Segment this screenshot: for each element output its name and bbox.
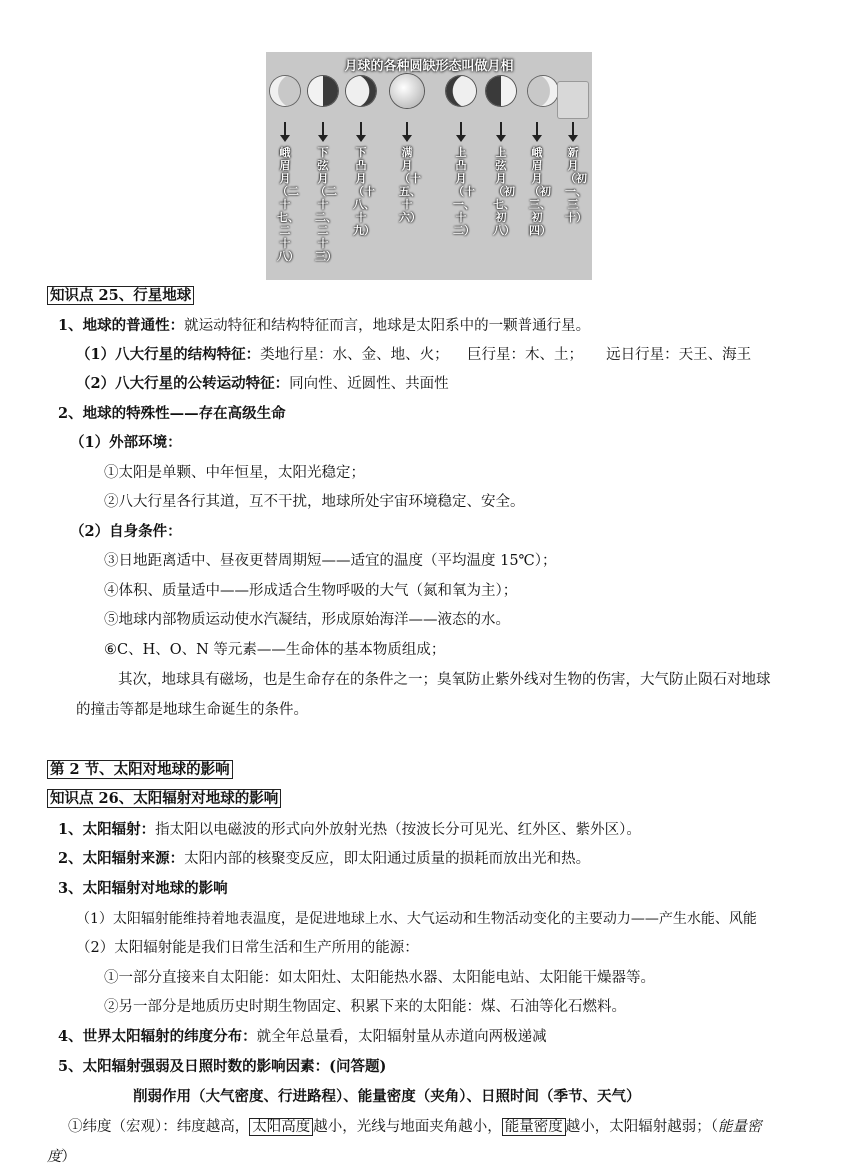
boxed-term: 能量密度 xyxy=(502,1118,566,1136)
phase-label: 满月（十五、十六） xyxy=(399,146,421,224)
phase-label: 峨眉月（初三、初四） xyxy=(529,146,551,237)
arrow-icon xyxy=(572,122,574,136)
list-item: ③日地距离适中、昼夜更替周期短——适宜的温度（平均温度 15℃）； xyxy=(104,553,557,569)
arrow-icon xyxy=(322,122,324,136)
phase-label: 上凸月（十一、十二） xyxy=(453,146,475,237)
arrow-icon xyxy=(500,122,502,136)
list-item: ⑥C、H、O、N 等元素——生命体的基本物质组成； xyxy=(104,642,446,658)
paragraph: 1、地球的普通性：就运动特征和结构特征而言，地球是太阳系中的一颗普通行星。 xyxy=(58,317,591,334)
phase-label: 峨眉月（二十七、二十八） xyxy=(277,146,299,263)
subheading: 2、地球的特殊性——存在高级生命 xyxy=(58,405,286,422)
waning-gibbous-moon-icon xyxy=(346,76,376,106)
phase-label: 下弦月（二十二、二十三） xyxy=(315,146,337,263)
paragraph: ①纬度（宏观）：纬度越高， 太阳高度 越小，光线与地面夹角越小， 能量密度 越小，太阳辐射越弱；（能量密 xyxy=(68,1119,762,1135)
list-item: ①一部分直接来自太阳能：如太阳灶、太阳能热水器、太阳能电站、太阳能干燥器等。 xyxy=(104,970,655,986)
subheading: 3、太阳辐射对地球的影响 xyxy=(58,880,228,897)
paragraph: （1）八大行星的结构特征：类地行星：水、金、地、火； 巨行星：木、土； 远日行星：天王、海王 xyxy=(76,346,752,363)
waxing-gibbous-moon-icon xyxy=(446,76,476,106)
paragraph: 度） xyxy=(47,1149,76,1165)
arrow-icon xyxy=(460,122,462,136)
subheading: 5、太阳辐射强弱及日照时数的影响因素：(问答题) xyxy=(58,1058,387,1075)
list-item: ①太阳是单颗、中年恒星，太阳光稳定； xyxy=(104,465,365,481)
arrow-icon xyxy=(284,122,286,136)
arrow-icon xyxy=(406,122,408,136)
full-moon-icon xyxy=(390,74,424,108)
phase-label: 下凸月（十八、十九） xyxy=(353,146,375,237)
list-item: ④体积、质量适中——形成适合生物呼吸的大气（氮和氧为主）； xyxy=(104,583,518,599)
figure-title: 月球的各种圆缺形态叫做月相 xyxy=(344,59,514,74)
chapter-heading: 第 2 节、太阳对地球的影响 xyxy=(47,760,233,779)
waning-crescent-moon-icon xyxy=(270,76,300,106)
section-heading: 知识点 26、太阳辐射对地球的影响 xyxy=(47,789,281,808)
paragraph: 削弱作用（大气密度、行进路程）、能量密度（夹角）、日照时间（季节、天气） xyxy=(133,1088,641,1105)
list-item: ⑤地球内部物质运动使水汽凝结，形成原始海洋——液态的水。 xyxy=(104,612,510,628)
waxing-crescent-moon-icon xyxy=(528,76,558,106)
subheading: （2）自身条件： xyxy=(70,523,182,540)
new-moon-icon xyxy=(558,82,588,118)
list-item: ②另一部分是地质历史时期生物固定、积累下来的太阳能：煤、石油等化石燃料。 xyxy=(104,999,626,1015)
phase-label: 上弦月（初七、初八） xyxy=(493,146,515,237)
paragraph: （2）太阳辐射能是我们日常生活和生产所用的能源： xyxy=(76,940,419,956)
last-quarter-moon-icon xyxy=(308,76,338,106)
boxed-term: 太阳高度 xyxy=(249,1118,313,1136)
first-quarter-moon-icon xyxy=(486,76,516,106)
paragraph: 2、太阳辐射来源：太阳内部的核聚变反应，即太阳通过质量的损耗而放出光和热。 xyxy=(58,850,591,867)
paragraph: 其次，地球具有磁场，也是生命存在的条件之一；臭氧防止紫外线对生物的伤害，大气防止陨石对地球 xyxy=(118,672,771,688)
paragraph: （2）八大行星的公转运动特征：同向性、近圆性、共面性 xyxy=(76,375,449,392)
section-heading: 知识点 25、行星地球 xyxy=(47,286,194,305)
paragraph: 1、太阳辐射：指太阳以电磁波的形式向外放射光热（按波长分可见光、红外区、紫外区）。 xyxy=(58,821,641,838)
paragraph: 的撞击等都是地球生命诞生的条件。 xyxy=(76,702,308,718)
list-item: ②八大行星各行其道，互不干扰，地球所处宇宙环境稳定、安全。 xyxy=(104,494,525,510)
arrow-icon xyxy=(536,122,538,136)
paragraph: 4、世界太阳辐射的纬度分布：就全年总量看，太阳辐射量从赤道向两极递减 xyxy=(58,1028,547,1045)
subheading: （1）外部环境： xyxy=(70,434,182,451)
arrow-icon xyxy=(360,122,362,136)
phase-label: 新月（初一、三十） xyxy=(565,146,587,224)
paragraph: （1）太阳辐射能维持着地表温度，是促进地球上水、大气运动和生物活动变化的主要动力——产生水能、风能 xyxy=(76,911,757,927)
moon-phase-figure xyxy=(266,52,592,280)
